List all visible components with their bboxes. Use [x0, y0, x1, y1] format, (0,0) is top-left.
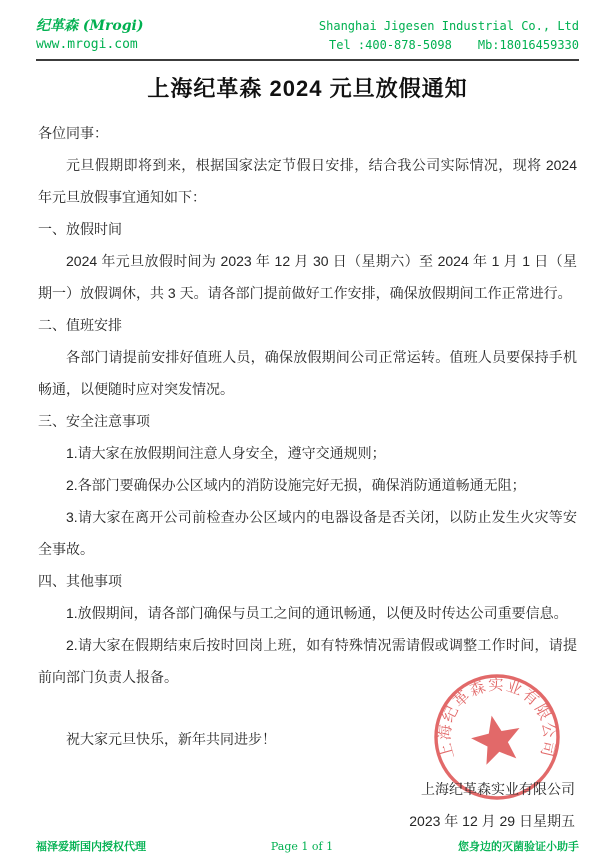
section-3-item-3: 3.请大家在离开公司前检查办公区域内的电器设备是否关闭，以防止发生火灾等安全事故。: [38, 509, 577, 557]
letterhead: [36, 0, 579, 61]
brand-website: www.mrogi.com: [36, 37, 138, 52]
footer-right-text: 您身边的灭菌验证小助手: [457, 840, 579, 853]
seal-arc-text: 上海纪革森实业有限公司: [436, 676, 558, 761]
signature-company: 上海纪革森实业有限公司: [421, 781, 575, 797]
letterhead-left: [36, 16, 143, 54]
company-name-en: Shanghai Jigesen Industrial Co., Ltd: [318, 19, 579, 33]
mobile-number: Mb:18016459330: [477, 38, 579, 52]
section-2-heading: 二、值班安排: [38, 317, 122, 333]
section-4-heading: 四、其他事项: [38, 573, 122, 589]
section-1-paragraph: 2024 年元旦放假时间为 2023 年 12 月 30 日（星期六）至 2024 年 1 月 1 日（星期一）放假调休，共 3 天。请各部门提前做好工作安排，确保放假期间工作正常进行。: [38, 253, 577, 301]
footer-page-number: Page 1 of 1: [270, 840, 334, 853]
section-3-heading: 三、安全注意事项: [38, 413, 150, 429]
signature-date: 2023 年 12 月 29 日星期五: [409, 813, 575, 829]
section-3-item-2: 2.各部门要确保办公区域内的消防设施完好无损，确保消防通道畅通无阻；: [66, 477, 526, 493]
section-2-paragraph: 各部门请提前安排好值班人员，确保放假期间公司正常运转。值班人员要保持手机畅通，以便随时应对突发情况。: [38, 349, 577, 397]
section-3-item-1: 1.请大家在放假期间注意人身安全，遵守交通规则；: [66, 445, 386, 461]
contact-line: [319, 36, 579, 54]
signature-block: [38, 773, 575, 837]
section-4-item-2: 2.请大家在假期结束后按时回岗上班，如有特殊情况需请假或调整工作时间，请提前向部门负责人报备。: [38, 637, 577, 685]
brand-name: 纪革森 (Mrogi): [36, 18, 144, 34]
notice-body: [38, 117, 577, 755]
closing-wish: 祝大家元旦快乐，新年共同进步！: [66, 731, 276, 747]
page-title: 上海纪革森 2024 元旦放假通知: [147, 76, 468, 101]
section-4-item-1: 1.放假期间，请各部门确保与员工之间的通讯畅通，以便及时传达公司重要信息。: [66, 605, 568, 621]
tel-number: Tel :400-878-5098: [329, 38, 452, 52]
letterhead-right: [319, 16, 579, 54]
intro-paragraph: 元旦假期即将到来，根据国家法定节假日安排，结合我公司实际情况，现将 2024 年元旦放假事宜通知如下：: [38, 157, 577, 205]
footer-left-text: 福泽爱斯国内授权代理: [36, 840, 146, 853]
section-1-heading: 一、放假时间: [38, 221, 122, 237]
salutation: 各位同事：: [38, 125, 108, 141]
page-footer: [36, 838, 579, 854]
